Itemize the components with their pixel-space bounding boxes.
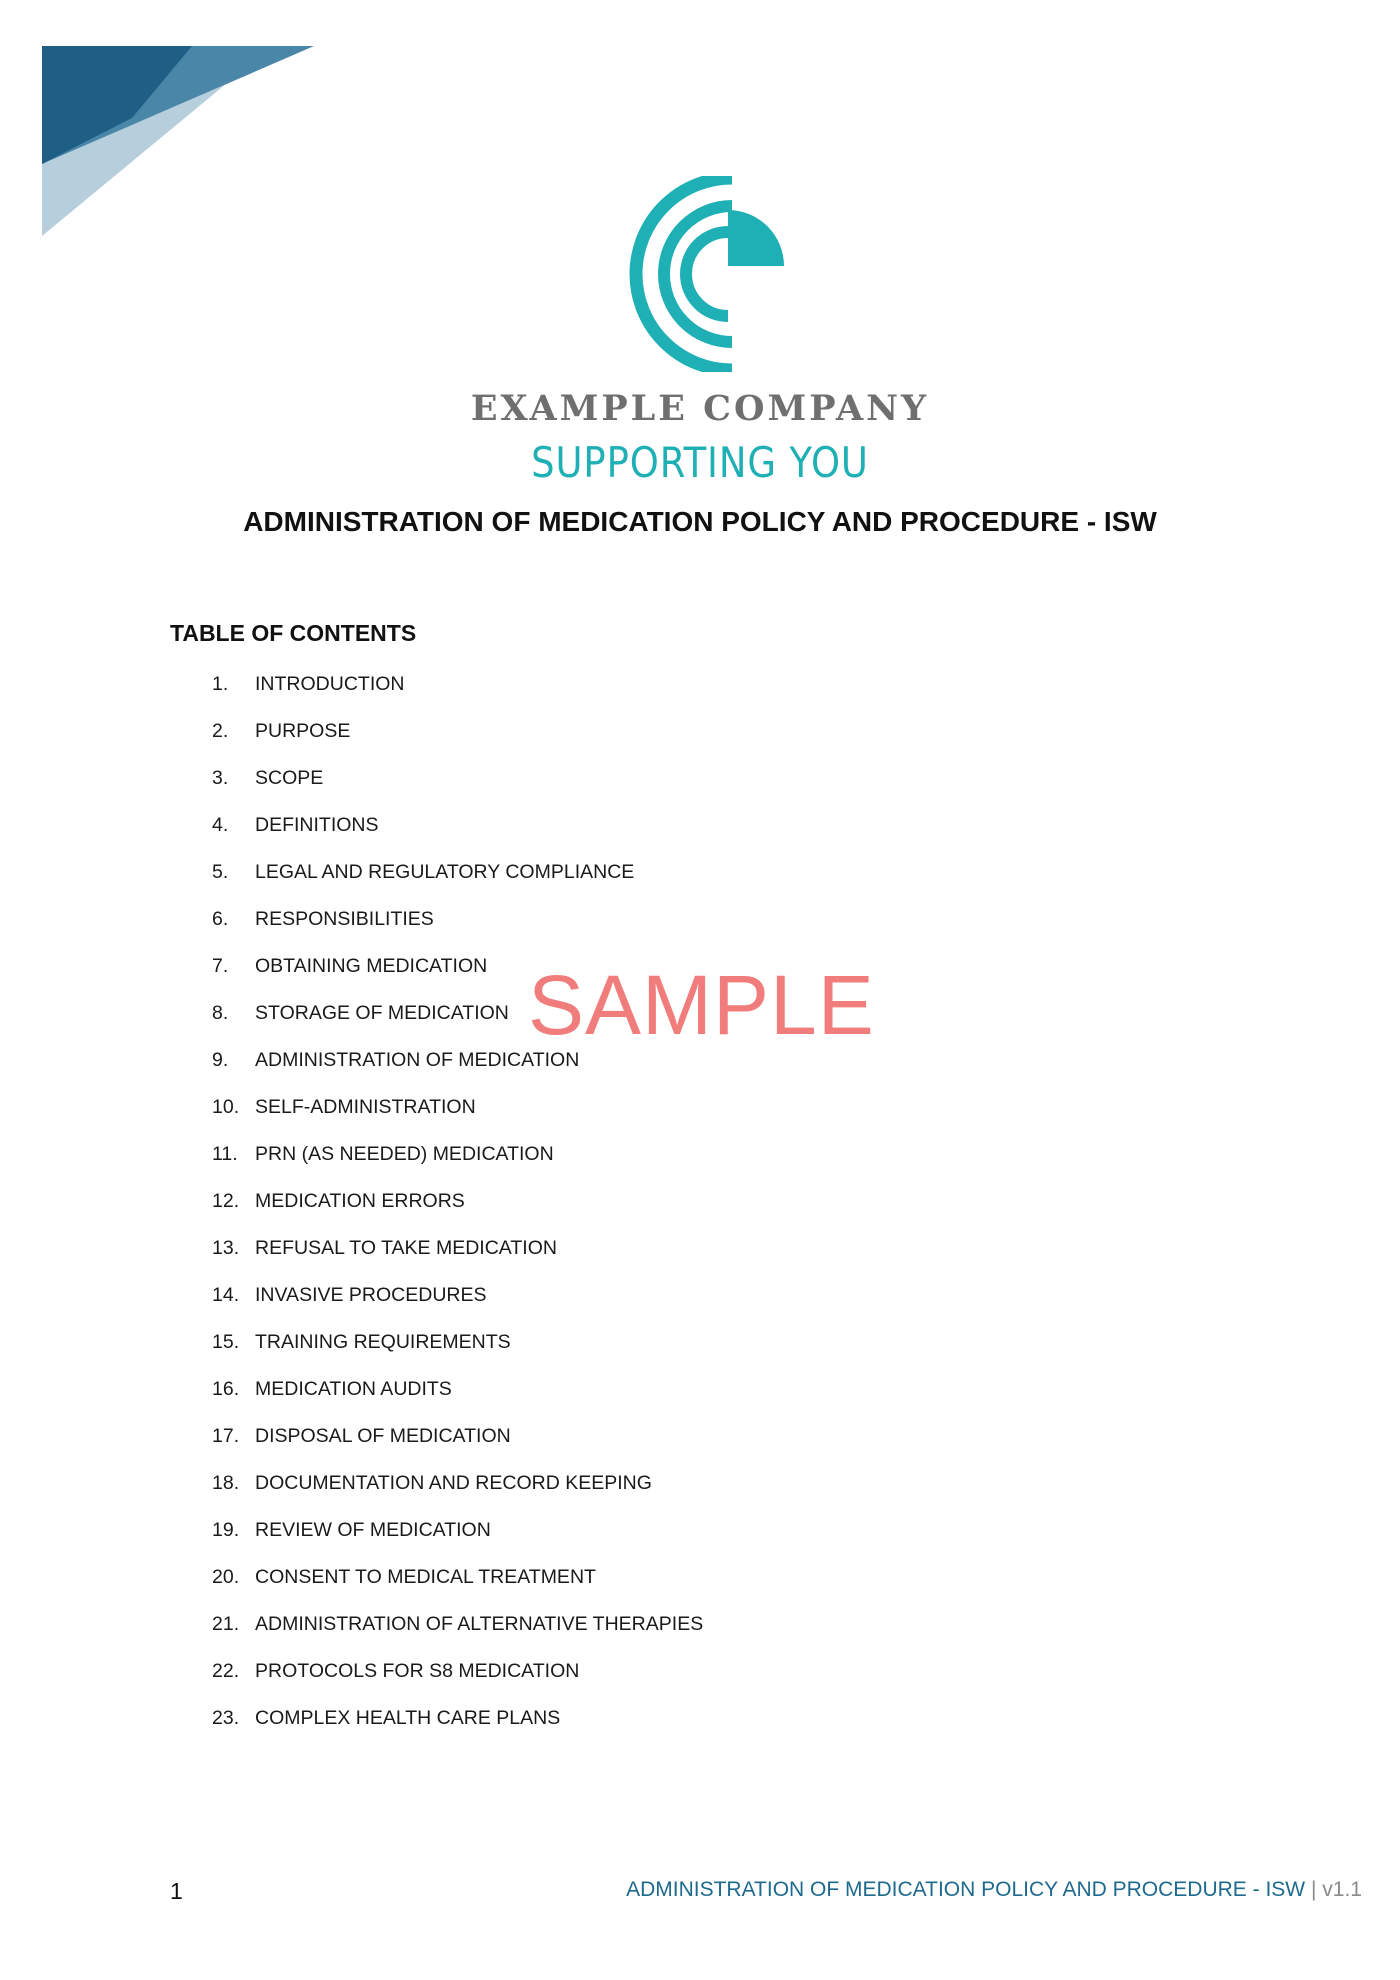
toc-item-number: 12. [212, 1190, 240, 1212]
toc-item [212, 1283, 703, 1330]
toc-item-label: MEDICATION ERRORS [255, 1190, 465, 1212]
toc-item-label: REFUSAL TO TAKE MEDICATION [255, 1237, 557, 1259]
toc-item-number: 21. [212, 1613, 240, 1635]
corner-decoration [42, 46, 314, 236]
toc-item [212, 1612, 703, 1659]
toc-item-number: 23. [212, 1707, 240, 1729]
toc-item [212, 672, 703, 719]
toc-item [212, 1659, 703, 1706]
toc-item-label: REVIEW OF MEDICATION [255, 1519, 491, 1541]
toc-item-number: 2. [212, 720, 229, 742]
toc-item [212, 1377, 703, 1424]
toc-item [212, 1706, 703, 1753]
company-logo-icon [620, 176, 788, 372]
toc-item-number: 7. [212, 955, 229, 977]
toc-item-label: PURPOSE [255, 720, 351, 742]
toc-item-label: COMPLEX HEALTH CARE PLANS [255, 1707, 561, 1729]
toc-item [212, 907, 703, 954]
toc-item-label: MEDICATION AUDITS [255, 1378, 452, 1400]
toc-item-label: ADMINISTRATION OF MEDICATION [255, 1049, 580, 1071]
company-tagline: SUPPORTING YOU [531, 438, 869, 487]
document-title: ADMINISTRATION OF MEDICATION POLICY AND PROCEDURE - ISW [243, 506, 1157, 537]
footer-title: ADMINISTRATION OF MEDICATION POLICY AND PROCEDURE - ISW [626, 1878, 1306, 1901]
toc-item-label: SCOPE [255, 767, 324, 789]
toc-item-number: 10. [212, 1096, 240, 1118]
toc-item-number: 9. [212, 1049, 229, 1071]
page-number: 1 [170, 1878, 183, 1904]
toc-item [212, 1189, 703, 1236]
toc-item-label: DISPOSAL OF MEDICATION [255, 1425, 511, 1447]
toc-item [212, 860, 703, 907]
toc-item-number: 5. [212, 861, 229, 883]
toc-item [212, 719, 703, 766]
footer-separator: | [1310, 1878, 1317, 1901]
toc-item [212, 1095, 703, 1142]
toc-item [212, 1518, 703, 1565]
toc-item [212, 1471, 703, 1518]
toc-item-label: TRAINING REQUIREMENTS [255, 1331, 511, 1353]
toc-item-label: PRN (AS NEEDED) MEDICATION [255, 1143, 554, 1165]
toc-item-number: 22. [212, 1660, 240, 1682]
footer-version: v1.1 [1322, 1878, 1362, 1901]
toc-item-number: 16. [212, 1378, 240, 1400]
toc-heading: TABLE OF CONTENTS [170, 620, 417, 646]
toc-item [212, 766, 703, 813]
toc-item [212, 1236, 703, 1283]
toc-item [212, 813, 703, 860]
toc-item-number: 15. [212, 1331, 240, 1353]
toc-item-label: OBTAINING MEDICATION [255, 955, 488, 977]
toc-item-label: LEGAL AND REGULATORY COMPLIANCE [255, 861, 635, 883]
toc-item-label: RESPONSIBILITIES [255, 908, 434, 930]
toc-item-number: 6. [212, 908, 229, 930]
toc-item-number: 19. [212, 1519, 240, 1541]
toc-list [212, 672, 703, 1753]
toc-item-label: INTRODUCTION [255, 673, 405, 695]
toc-item-number: 8. [212, 1002, 229, 1024]
toc-item-number: 3. [212, 767, 229, 789]
toc-item [212, 1142, 703, 1189]
toc-item-label: CONSENT TO MEDICAL TREATMENT [255, 1566, 596, 1588]
toc-item-number: 11. [212, 1143, 238, 1165]
toc-item-label: ADMINISTRATION OF ALTERNATIVE THERAPIES [255, 1613, 704, 1635]
toc-item-label: PROTOCOLS FOR S8 MEDICATION [255, 1660, 580, 1682]
company-name: EXAMPLE COMPANY [470, 388, 930, 429]
toc-item [212, 1424, 703, 1471]
toc-item-label: DOCUMENTATION AND RECORD KEEPING [255, 1472, 652, 1494]
toc-item-label: DEFINITIONS [255, 814, 379, 836]
toc-item-number: 17. [212, 1425, 240, 1447]
sample-watermark: SAMPLE [528, 958, 875, 1052]
toc-item-number: 20. [212, 1566, 240, 1588]
footer [626, 1878, 1362, 1902]
toc-item-label: INVASIVE PROCEDURES [255, 1284, 487, 1306]
toc-item-number: 4. [212, 814, 229, 836]
toc-item-number: 1. [212, 673, 229, 695]
toc-item-number: 14. [212, 1284, 240, 1306]
toc-item-label: SELF-ADMINISTRATION [255, 1096, 476, 1118]
toc-item-label: STORAGE OF MEDICATION [255, 1002, 509, 1024]
toc-item [212, 1048, 703, 1095]
toc-item-number: 13. [212, 1237, 240, 1259]
toc-item-number: 18. [212, 1472, 240, 1494]
toc-item [212, 1330, 703, 1377]
toc-item [212, 1565, 703, 1612]
